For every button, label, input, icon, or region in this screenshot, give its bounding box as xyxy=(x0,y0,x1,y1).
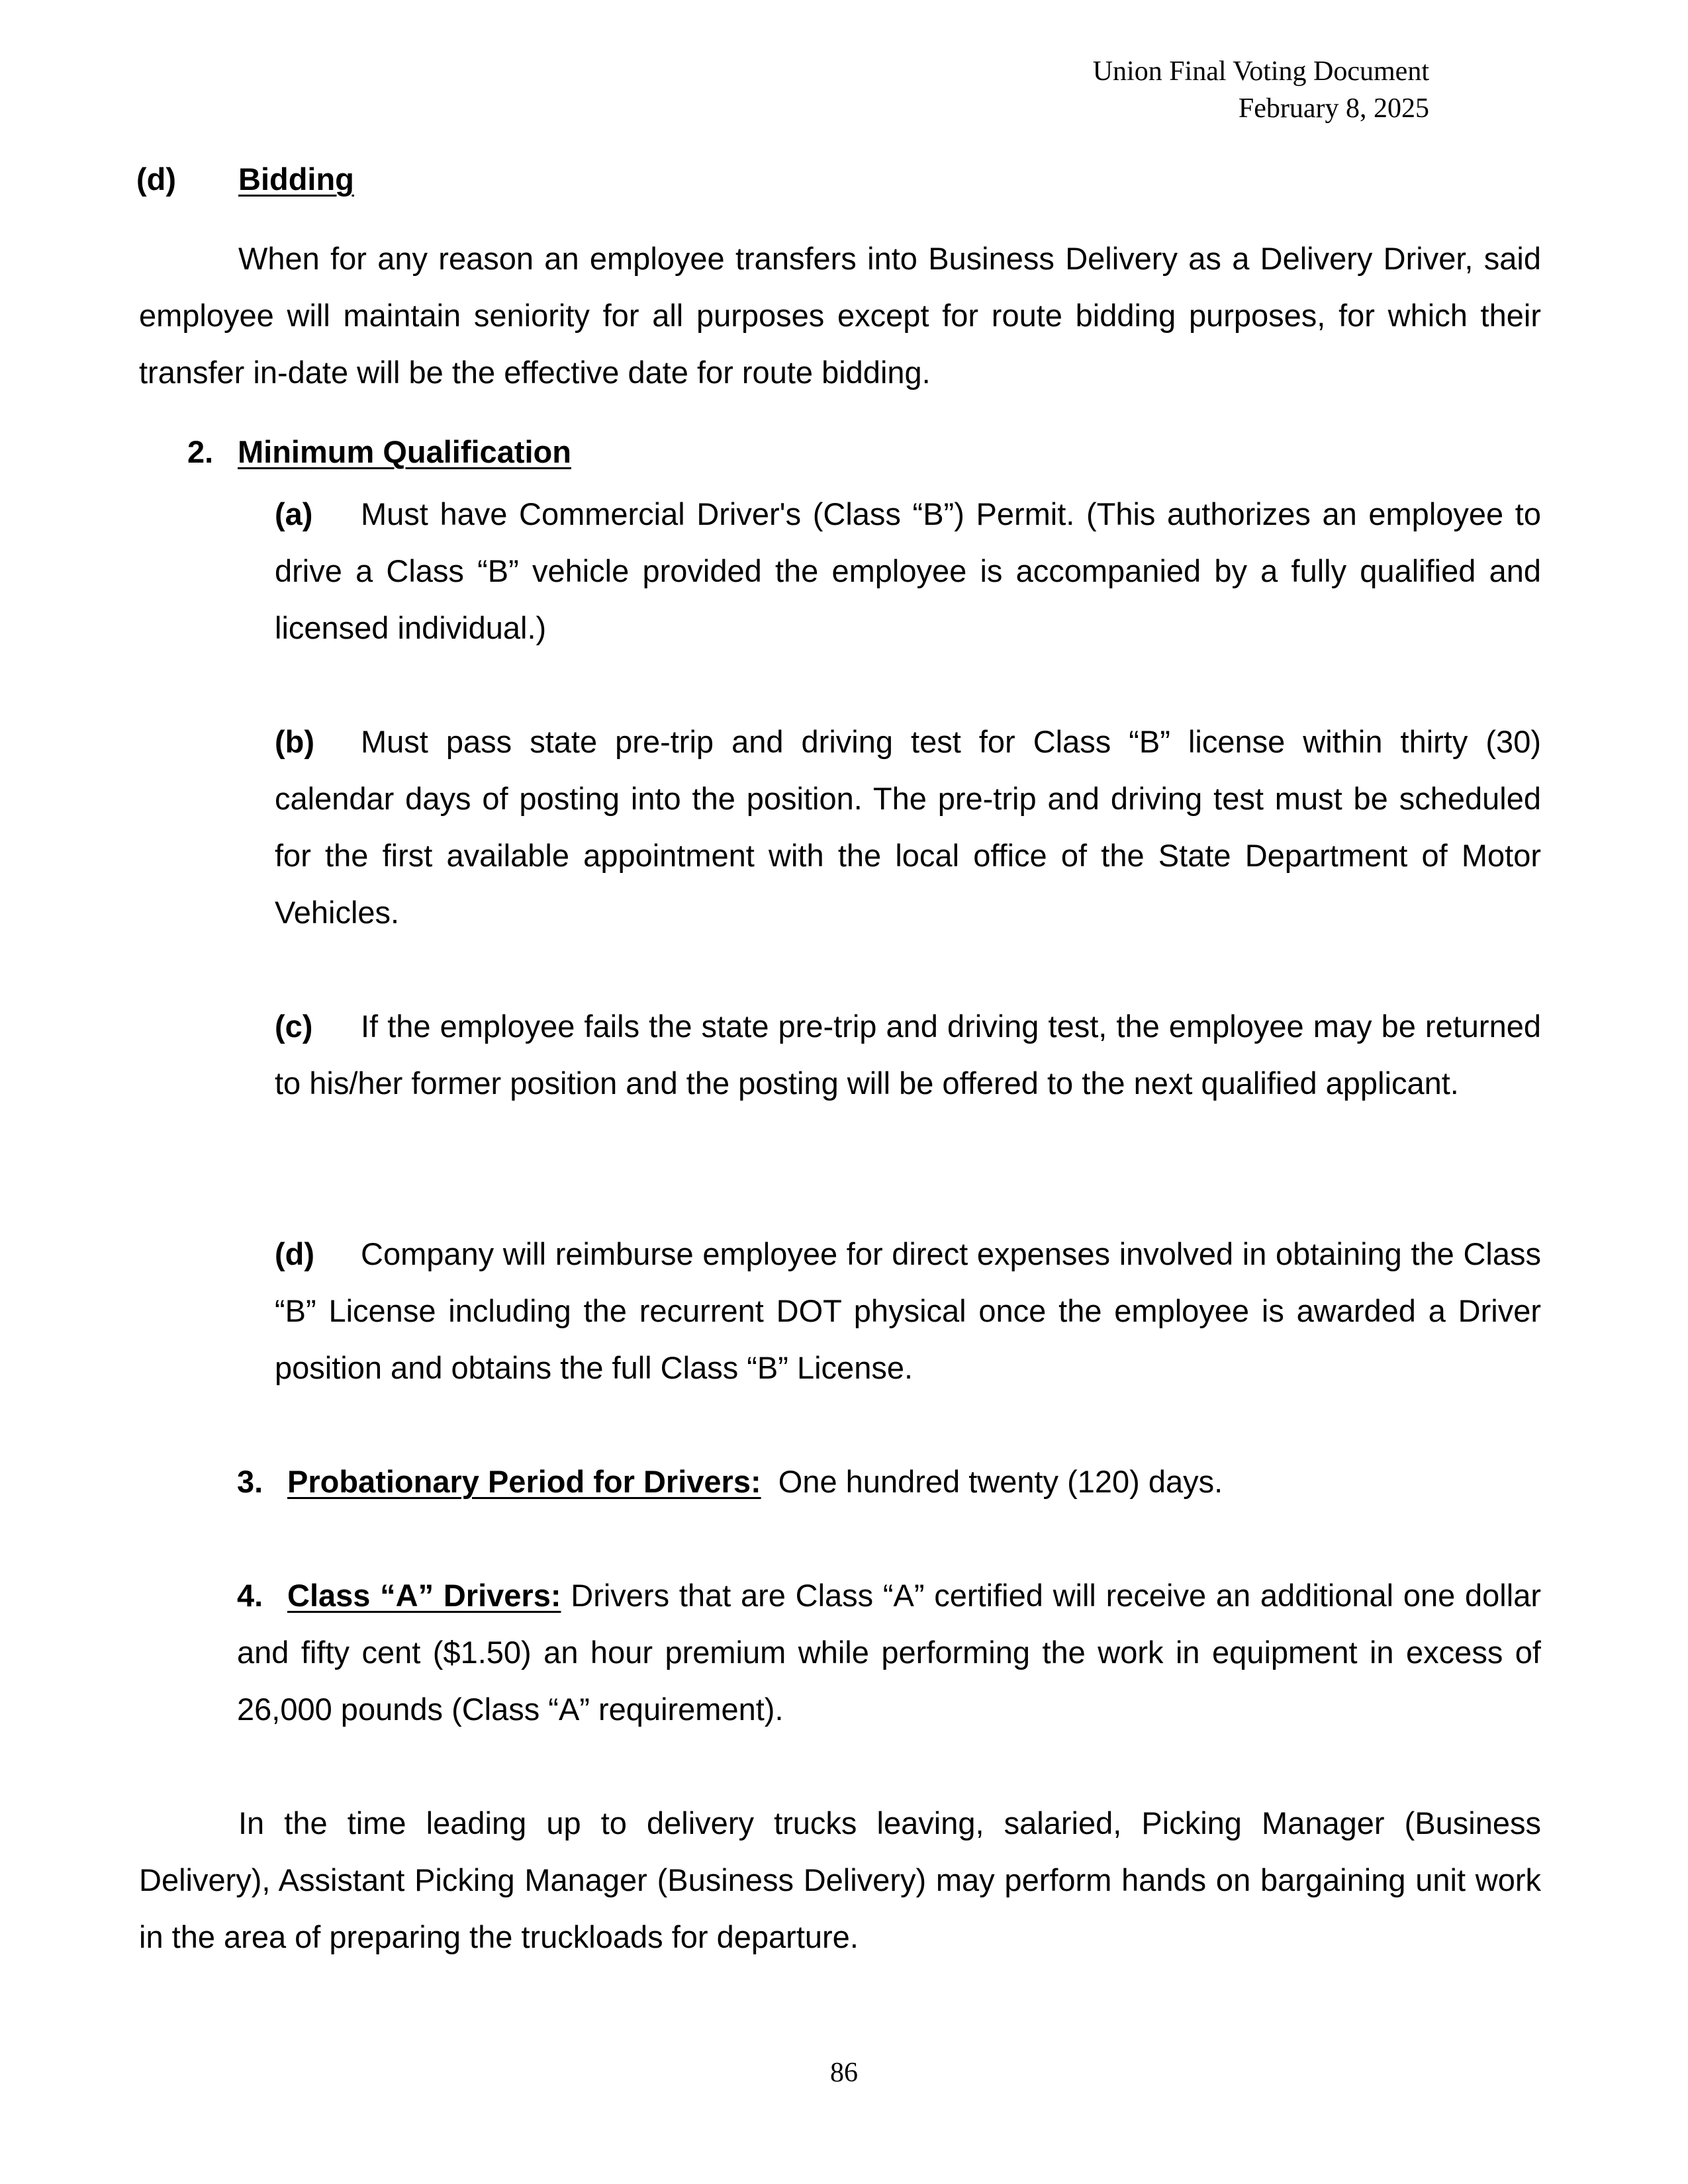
qualification-item-d xyxy=(275,1226,1541,1396)
qualification-item-b-text: Must pass state pre-trip and driving test for Class “B” license within thirty (30) calendar days of posting into the position. The pre-trip and driving test must be scheduled for the first available appointment with the local office of the State Department of Motor Vehicles. xyxy=(275,724,1541,930)
section-3-number: 3. xyxy=(237,1464,263,1499)
qualification-item-c xyxy=(275,998,1541,1112)
section-2-number: 2. xyxy=(187,434,214,469)
qualification-item-c-text: If the employee fails the state pre-trip and driving test, the employee may be returned to his/her former position and the posting will be offered to the next qualified applicant. xyxy=(275,1009,1541,1101)
qualification-item-b xyxy=(275,713,1541,941)
qualification-item-a-text: Must have Commercial Driver's (Class “B”) Permit. (This authorizes an employee to drive a Class “B” vehicle provided the employee is accompanied by a fully qualified and licensed individual.) xyxy=(275,496,1541,645)
section-d-label: (d) xyxy=(136,161,177,197)
section-4-title: Class “A” Drivers: xyxy=(287,1578,561,1613)
section-d-paragraph: When for any reason an employee transfers into Business Delivery as a Delivery Driver, said employee will maintain seniority for all purposes except for route bidding purposes, for which their transfer in-date will be the effective date for route bidding. xyxy=(139,241,1541,390)
page-number: 86 xyxy=(830,2058,858,2088)
qualification-item-a xyxy=(275,486,1541,657)
closing-paragraph: In the time leading up to delivery trucks leaving, salaried, Picking Manager (Business Delivery), Assistant Picking Manager (Business Delivery) may perform hands on bargaining unit work in the area of preparing the truckloads for departure. xyxy=(139,1805,1541,1954)
section-d-heading xyxy=(136,151,1593,208)
section-4-number: 4. xyxy=(237,1578,263,1613)
section-4 xyxy=(237,1567,1541,1738)
header-date: February 8, 2025 xyxy=(1238,93,1429,124)
section-3-text: One hundred twenty (120) days. xyxy=(778,1464,1223,1499)
qualification-item-d-label: (d) xyxy=(275,1236,315,1271)
document-header xyxy=(1093,53,1429,127)
section-2-heading xyxy=(187,424,1511,480)
qualification-item-d-text: Company will reimburse employee for direct expenses involved in obtaining the Class “B” License including the recurrent DOT physical once the employee is awarded a Driver position and obtains the full Class “B” License. xyxy=(275,1236,1541,1385)
section-2-title: Minimum Qualification xyxy=(238,434,571,469)
header-title: Union Final Voting Document xyxy=(1092,56,1429,87)
qualification-item-a-label: (a) xyxy=(275,496,313,531)
qualification-item-b-label: (b) xyxy=(275,724,315,759)
section-d-title: Bidding xyxy=(238,161,354,197)
section-4-text: Drivers that are Class “A” certified will receive an additional one dollar and fifty cent ($1.50) an hour premium while performing the work in equipment in excess of 26,000 pounds (Class “A” requirement). xyxy=(237,1578,1541,1727)
qualification-item-c-label: (c) xyxy=(275,1009,313,1044)
section-3 xyxy=(237,1453,1541,1510)
section-3-title: Probationary Period for Drivers: xyxy=(287,1464,761,1499)
